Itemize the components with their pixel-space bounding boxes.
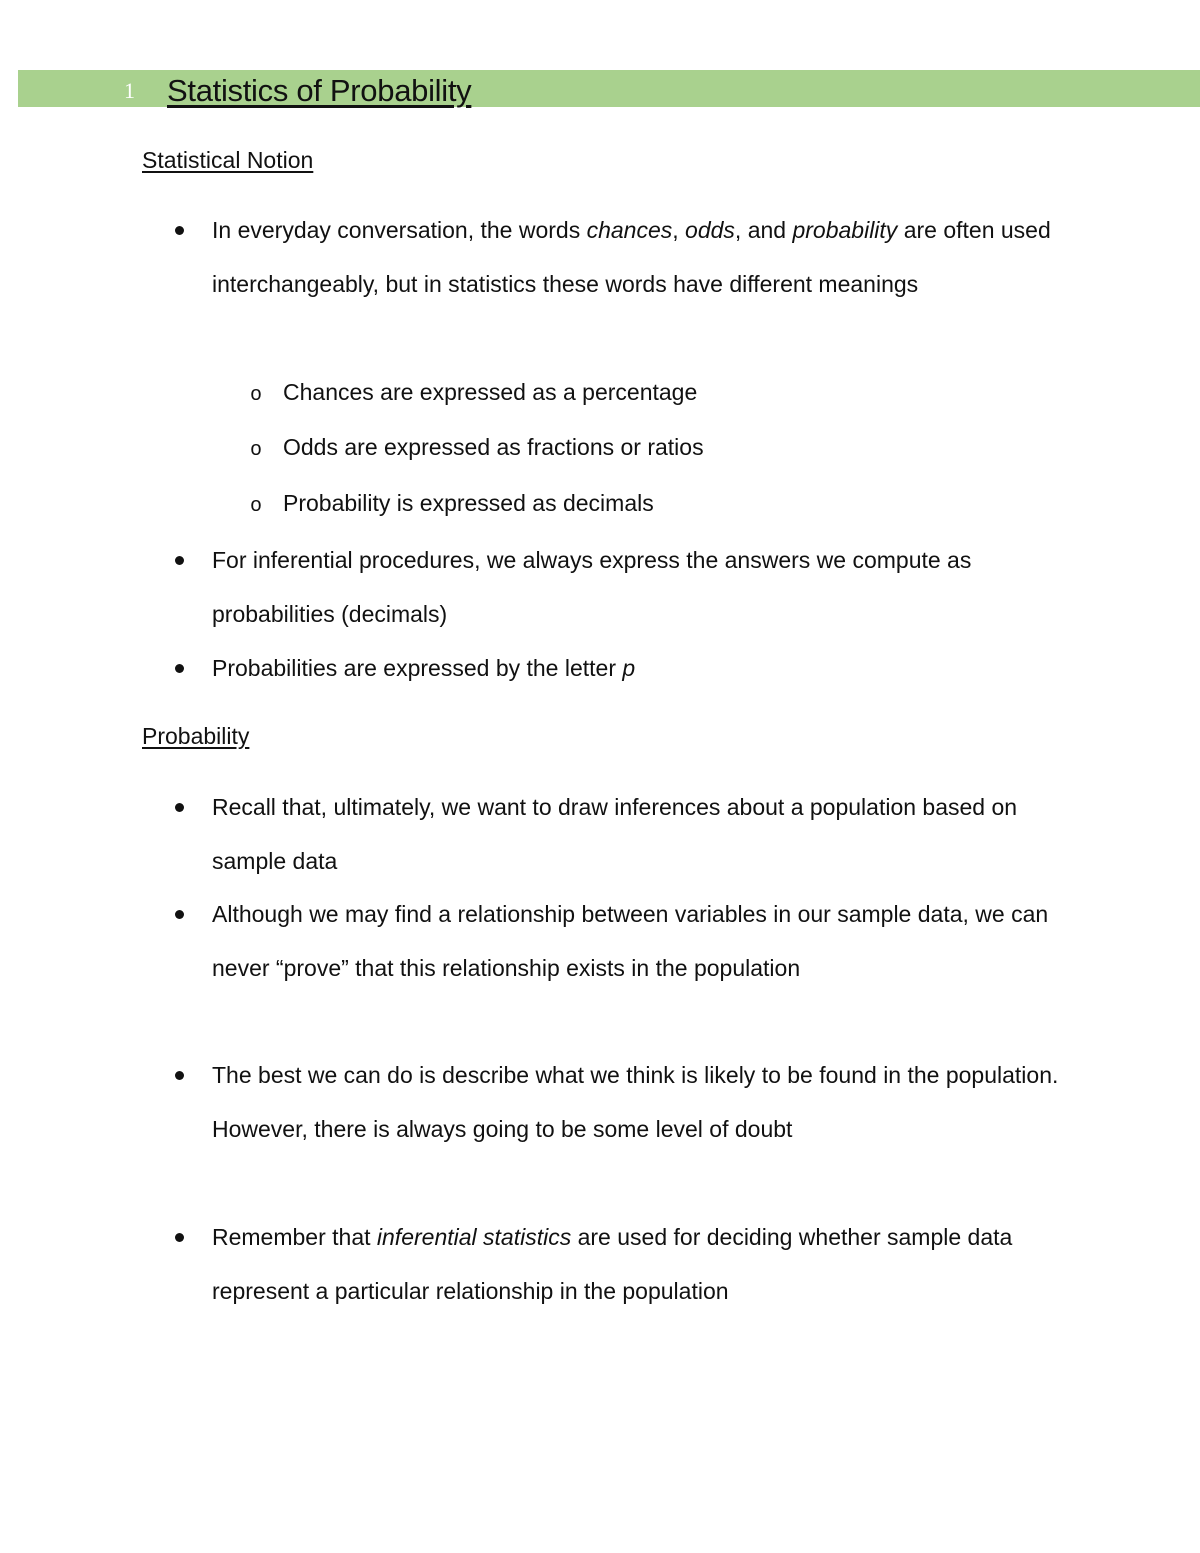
sub-list-item-text: Probability is expressed as decimals bbox=[283, 490, 654, 516]
list-item-text: Although we may find a relationship between variables in our sample data, we can never “prove” that this relationship exists in the population bbox=[212, 901, 1049, 981]
list-item bbox=[172, 780, 1072, 888]
sub-list-item bbox=[250, 476, 1050, 534]
list-item-text: Probabilities are expressed by the letter p bbox=[212, 655, 636, 681]
list-item bbox=[172, 1048, 1072, 1156]
list-item-text: In everyday conversation, the words chances, odds, and probability are often used interchangeably, but in statistics these words have different meanings bbox=[212, 217, 1051, 297]
sub-list-item-text: Odds are expressed as fractions or ratios bbox=[283, 434, 704, 460]
list-item-text: For inferential procedures, we always express the answers we compute as probabilities (decimals) bbox=[212, 547, 972, 627]
sub-bullet-marker: o bbox=[250, 495, 263, 518]
bullet-dot-icon bbox=[175, 1071, 184, 1080]
section-heading-statistical-notion: Statistical Notion bbox=[142, 147, 314, 173]
heading-number: 1 bbox=[124, 78, 135, 103]
list-item-text: The best we can do is describe what we think is likely to be found in the population. However, there is always going to be some level of doubt bbox=[212, 1062, 1059, 1142]
bullet-dot-icon bbox=[175, 664, 184, 673]
list-item bbox=[172, 887, 1072, 995]
bullet-dot-icon bbox=[175, 910, 184, 919]
section-heading-probability: Probability bbox=[142, 723, 250, 749]
page-title: Statistics of Probability bbox=[167, 73, 472, 108]
bullet-dot-icon bbox=[175, 556, 184, 565]
list-item bbox=[172, 203, 1072, 311]
sub-list-item bbox=[250, 420, 1050, 478]
sub-list-item bbox=[250, 365, 1050, 423]
bullet-dot-icon bbox=[175, 803, 184, 812]
sub-bullet-marker: o bbox=[250, 439, 263, 462]
bullet-dot-icon bbox=[175, 1233, 184, 1242]
bullet-dot-icon bbox=[175, 226, 184, 235]
list-item-text: Recall that, ultimately, we want to draw inferences about a population based on sample data bbox=[212, 794, 1018, 874]
sub-list-item-text: Chances are expressed as a percentage bbox=[283, 379, 698, 405]
list-item bbox=[172, 533, 1072, 641]
list-item bbox=[172, 1210, 1072, 1318]
list-item-text: Remember that inferential statistics are used for deciding whether sample data represent a particular relationship in the population bbox=[212, 1224, 1013, 1304]
sub-bullet-marker: o bbox=[250, 384, 263, 407]
list-item bbox=[172, 641, 1072, 695]
